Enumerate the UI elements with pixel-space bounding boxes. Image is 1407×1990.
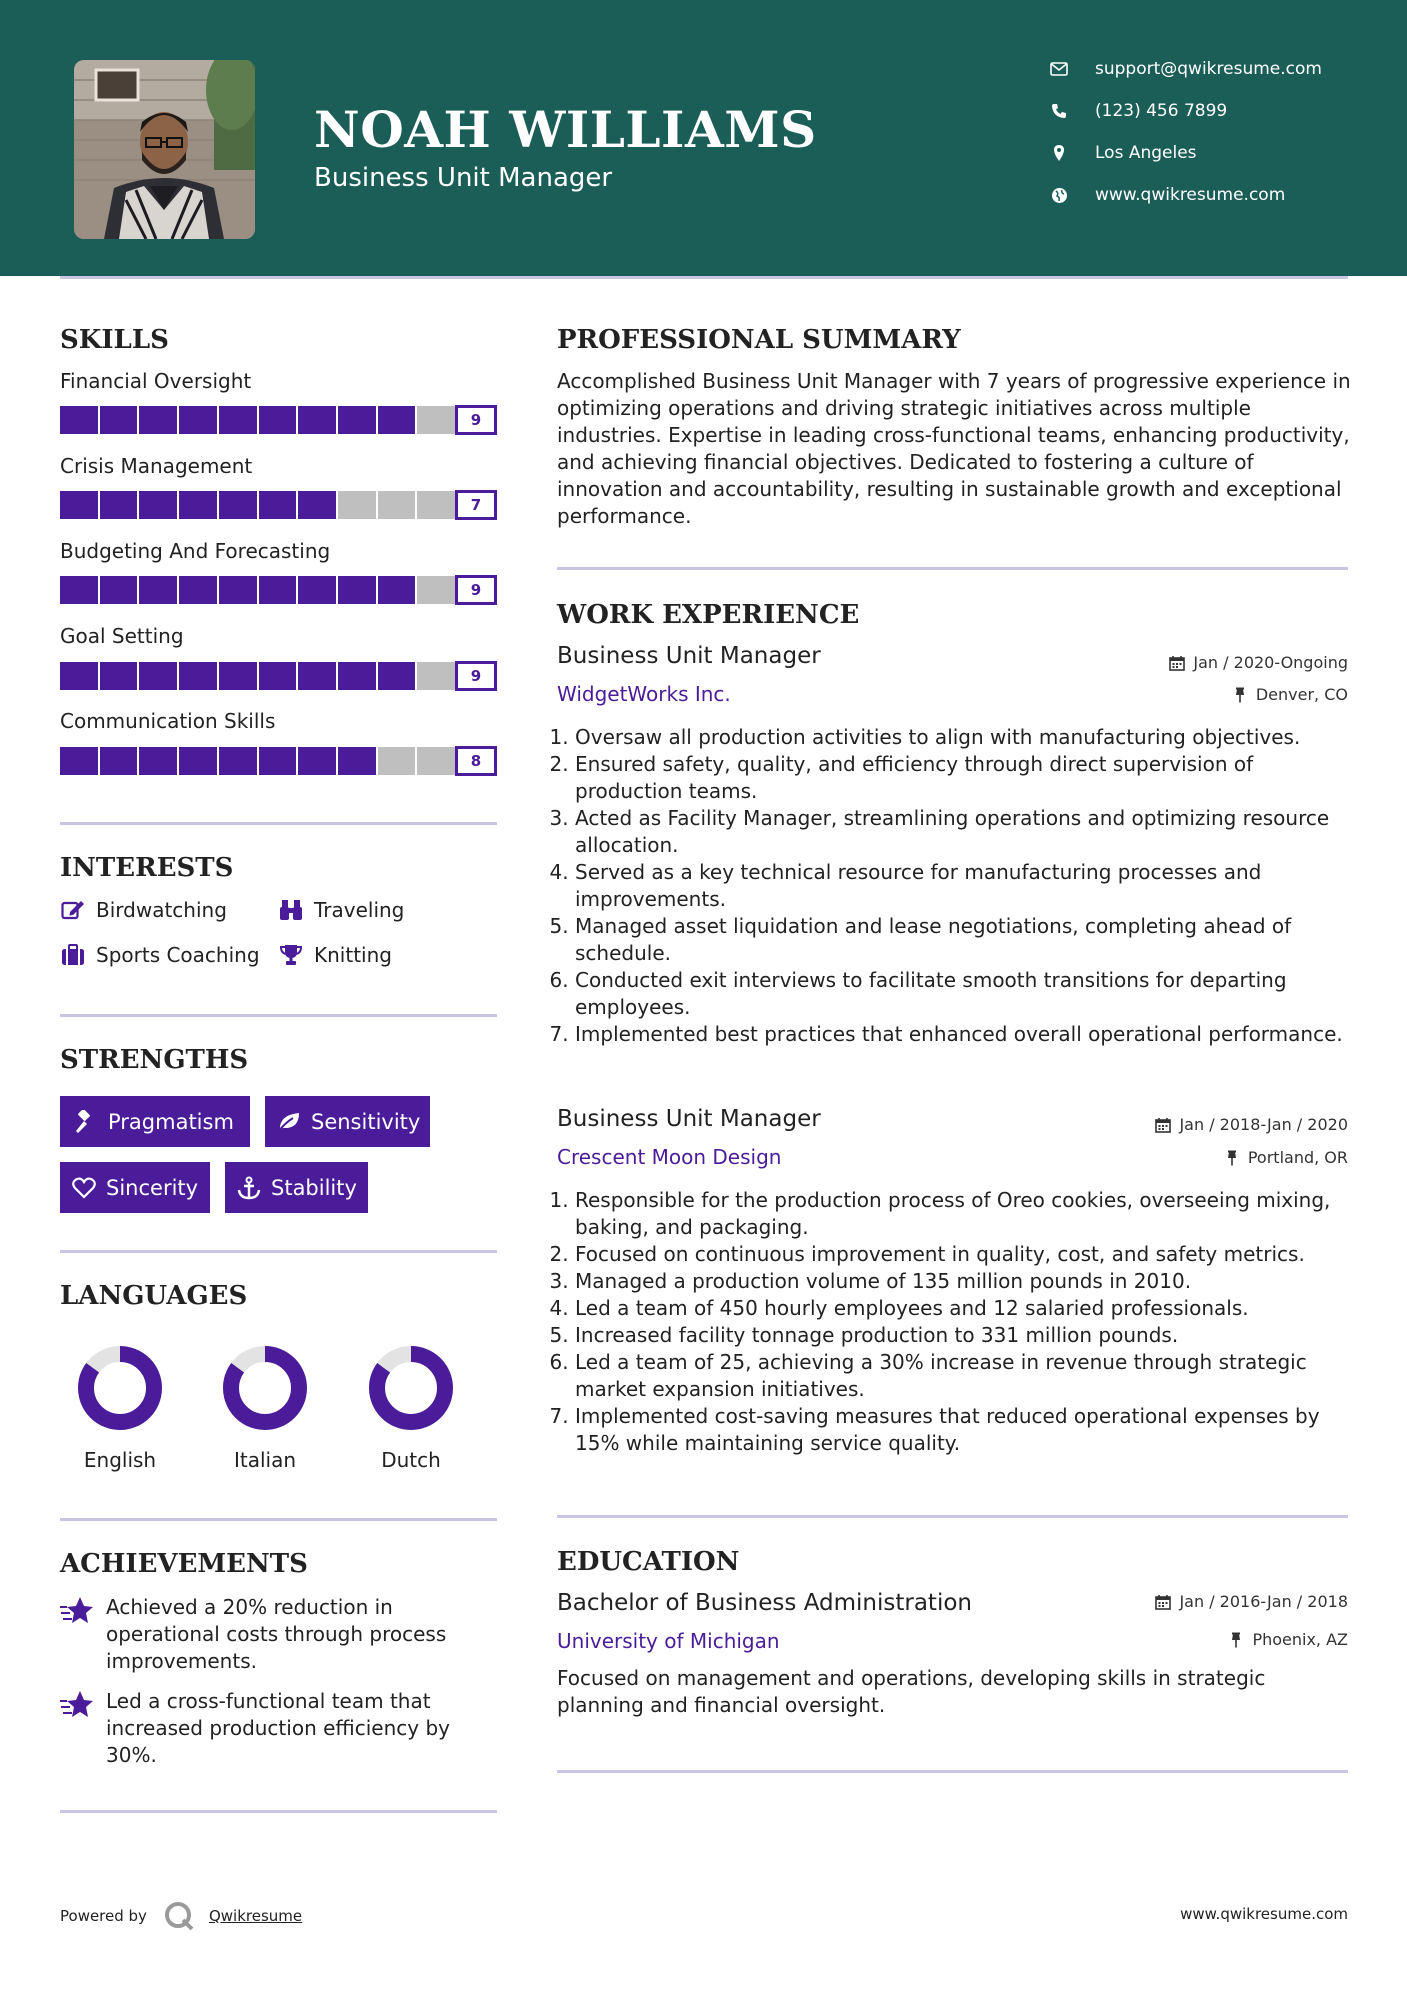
strength-label: Stability — [271, 1175, 357, 1200]
interest-item — [60, 897, 227, 923]
skill-bar-segment — [298, 491, 336, 519]
interest-label: Birdwatching — [96, 898, 227, 922]
language-donut — [356, 1340, 466, 1440]
achievements-title: ACHIEVEMENTS — [60, 1549, 308, 1579]
envelope-icon — [1049, 59, 1069, 79]
skill-bar-segment — [139, 747, 177, 775]
skill-bar-segment — [378, 747, 416, 775]
education-description: Focused on management and operations, developing skills in strategic planning and financial oversight. — [557, 1666, 1266, 1717]
profile-photo — [74, 60, 255, 239]
duty-item: 6. Conducted exit interviews to facilitate smooth transitions for departing employees. — [575, 967, 1365, 1021]
qwikresume-logo-icon — [163, 1900, 195, 1932]
job-location-text: Portland, OR — [1247, 1148, 1348, 1167]
contact-website[interactable] — [1049, 180, 1389, 210]
languages-title: LANGUAGES — [60, 1281, 248, 1311]
powered-by-text: Powered by — [60, 1907, 147, 1925]
achievement-text: Led a cross-functional team that increased production efficiency by 30%. — [106, 1689, 450, 1767]
interest-label: Sports Coaching — [96, 943, 260, 967]
education-degree: Bachelor of Business Administration — [557, 1590, 972, 1616]
strength-label: Pragmatism — [108, 1109, 234, 1134]
skill-bar-segment — [100, 576, 138, 604]
phone-icon — [1049, 101, 1069, 121]
skill-bar-segment — [259, 491, 297, 519]
skill-bar-segment — [417, 491, 455, 519]
leaf-icon — [277, 1109, 301, 1135]
skill-bar — [60, 661, 497, 691]
skill-bar-segment — [139, 662, 177, 690]
education-dates — [1154, 1592, 1348, 1611]
job-company: Crescent Moon Design — [557, 1145, 782, 1169]
skill-bar-track — [60, 662, 455, 690]
skill-bar-segment — [60, 662, 98, 690]
job-dates — [1154, 1115, 1348, 1134]
skill-bar-segment — [259, 747, 297, 775]
skill-bar-segment — [139, 491, 177, 519]
skill-label: Budgeting And Forecasting — [60, 539, 331, 563]
job-duties — [575, 1187, 1365, 1457]
job-dates-text: Jan / 2018-Jan / 2020 — [1179, 1115, 1348, 1134]
skill-bar-segment — [338, 662, 376, 690]
contact-location-text: Los Angeles — [1095, 143, 1197, 163]
skill-bar-segment — [219, 747, 257, 775]
anchor-icon — [237, 1175, 261, 1201]
skill-bar-segment — [179, 662, 217, 690]
summary-text: Accomplished Business Unit Manager with 7 years of progressive experience in optimizing operations and driving strategic initiatives across multiple industries. Expertise in leading cross-functional teams, enhancing productivity, and achieving financial objectives. Dedicated to fostering a culture of innovation and accountability, resulting in sustainable growth and exceptional performance. — [557, 369, 1351, 528]
duty-item: 4. Served as a key technical resource for manufacturing processes and improvements. — [575, 859, 1365, 913]
skill-bar-track — [60, 491, 455, 519]
job-location — [1231, 685, 1348, 704]
education-divider — [557, 1770, 1348, 1773]
skill-label: Communication Skills — [60, 709, 276, 733]
duty-item: 5. Managed asset liquidation and lease negotiations, completing ahead of schedule. — [575, 913, 1365, 967]
skill-bar — [60, 746, 497, 776]
summary-title: PROFESSIONAL SUMMARY — [557, 325, 961, 355]
skill-bar — [60, 575, 497, 605]
strength-label: Sincerity — [106, 1175, 199, 1200]
duty-item: 1. Responsible for the production process of Oreo cookies, overseeing mixing, baking, and packaging. — [575, 1187, 1365, 1241]
pushpin-icon — [1227, 1631, 1245, 1649]
contact-phone-text: (123) 456 7899 — [1095, 101, 1228, 121]
interest-item — [60, 942, 260, 968]
job-location-text: Denver, CO — [1255, 685, 1348, 704]
brand-link[interactable]: Qwikresume — [208, 1907, 303, 1925]
contact-website-text: www.qwikresume.com — [1095, 185, 1286, 205]
achievement-item — [60, 1688, 500, 1769]
language-label: English — [83, 1448, 157, 1472]
strength-label: Sensitivity — [311, 1109, 421, 1134]
skill-bar-segment — [100, 491, 138, 519]
skill-bar-segment — [60, 491, 98, 519]
job-duties — [575, 724, 1365, 1048]
interests-title: INTERESTS — [60, 853, 234, 883]
interests-divider — [60, 1014, 497, 1017]
strength-tag — [225, 1162, 368, 1213]
skill-bar-track — [60, 747, 455, 775]
skill-bar-segment — [179, 747, 217, 775]
skill-bar-segment — [219, 491, 257, 519]
languages-divider — [60, 1518, 497, 1521]
job-dates-text: Jan / 2020-Ongoing — [1193, 653, 1348, 672]
education-title: EDUCATION — [557, 1547, 740, 1577]
skill-bar-segment — [378, 491, 416, 519]
skill-bar-segment — [298, 662, 336, 690]
trophy-icon — [278, 942, 304, 968]
skill-bar-segment — [100, 747, 138, 775]
language-donut — [210, 1340, 320, 1440]
duty-item: 7. Implemented cost-saving measures that reduced operational expenses by 15% while maintaining service quality. — [575, 1403, 1365, 1457]
language-donut — [65, 1340, 175, 1440]
experience-divider — [557, 1515, 1348, 1518]
candidate-role: Business Unit Manager — [314, 163, 613, 193]
skill-bar-segment — [338, 491, 376, 519]
star-icon — [60, 1596, 94, 1626]
skill-bar-segment — [417, 406, 455, 434]
skill-bar-segment — [338, 576, 376, 604]
duty-item: 5. Increased facility tonnage production to 331 million pounds. — [575, 1322, 1365, 1349]
job-dates — [1168, 653, 1348, 672]
contact-email-text: support@qwikresume.com — [1095, 59, 1322, 79]
interest-item — [278, 942, 392, 968]
skill-bar-segment — [259, 662, 297, 690]
globe-icon — [1049, 185, 1069, 205]
skill-bar-segment — [417, 747, 455, 775]
interest-label: Knitting — [314, 943, 392, 967]
skill-bar-segment — [378, 406, 416, 434]
skill-bar-segment — [259, 576, 297, 604]
duty-item: 4. Led a team of 450 hourly employees and 12 salaried professionals. — [575, 1295, 1365, 1322]
education-school: University of Michigan — [557, 1629, 780, 1653]
skill-bar-segment — [219, 576, 257, 604]
skill-bar-segment — [179, 576, 217, 604]
duty-item: 1. Oversaw all production activities to align with manufacturing objectives. — [575, 724, 1365, 751]
achievement-item — [60, 1594, 500, 1675]
skill-bar-segment — [179, 491, 217, 519]
skill-score: 7 — [455, 490, 497, 520]
skill-bar-segment — [60, 576, 98, 604]
pushpin-icon — [1231, 686, 1249, 704]
skill-bar-segment — [298, 747, 336, 775]
calendar-icon — [1168, 654, 1186, 672]
strength-tag — [265, 1096, 430, 1147]
interest-label: Traveling — [314, 898, 405, 922]
skill-bar-segment — [219, 662, 257, 690]
duty-item: 2. Ensured safety, quality, and efficiency through direct supervision of production teams. — [575, 751, 1365, 805]
duty-item: 3. Acted as Facility Manager, streamlining operations and optimizing resource allocation. — [575, 805, 1365, 859]
pushpin-icon — [1223, 1149, 1241, 1167]
skill-bar-segment — [139, 406, 177, 434]
skill-bar-segment — [100, 662, 138, 690]
contact-email[interactable] — [1049, 54, 1389, 84]
map-marker-icon — [1049, 143, 1069, 163]
strengths-title: STRENGTHS — [60, 1045, 249, 1075]
job-company: WidgetWorks Inc. — [557, 682, 731, 706]
skill-bar-segment — [60, 406, 98, 434]
footer-powered-by — [60, 1900, 302, 1932]
skill-bar-segment — [259, 406, 297, 434]
star-icon — [60, 1690, 94, 1720]
skill-bar-segment — [179, 406, 217, 434]
skill-score: 8 — [455, 746, 497, 776]
language-label: Italian — [233, 1448, 297, 1472]
skills-title: SKILLS — [60, 325, 169, 355]
contact-location — [1049, 138, 1389, 168]
calendar-icon — [1154, 1116, 1172, 1134]
skill-bar-segment — [298, 576, 336, 604]
skill-bar-segment — [338, 406, 376, 434]
footer-website[interactable]: www.qwikresume.com — [1180, 1905, 1348, 1923]
skills-divider — [60, 822, 497, 825]
duty-item: 3. Managed a production volume of 135 million pounds in 2010. — [575, 1268, 1365, 1295]
education-dates-text: Jan / 2016-Jan / 2018 — [1179, 1592, 1348, 1611]
achievement-text: Achieved a 20% reduction in operational costs through process improvements. — [106, 1595, 447, 1673]
skill-bar-segment — [60, 747, 98, 775]
skill-label: Crisis Management — [60, 454, 253, 478]
skill-bar-segment — [219, 406, 257, 434]
skill-bar-segment — [338, 747, 376, 775]
skill-bar-segment — [378, 662, 416, 690]
duty-item: 6. Led a team of 25, achieving a 30% increase in revenue through strategic market expansion initiatives. — [575, 1349, 1365, 1403]
skill-label: Financial Oversight — [60, 369, 252, 393]
gavel-icon — [72, 1109, 98, 1135]
duty-item: 2. Focused on continuous improvement in quality, cost, and safety metrics. — [575, 1241, 1365, 1268]
strengths-divider — [60, 1250, 497, 1253]
skill-bar — [60, 490, 497, 520]
skill-label: Goal Setting — [60, 624, 184, 648]
candidate-name: NOAH WILLIAMS — [314, 100, 817, 159]
summary-divider — [557, 567, 1348, 570]
duty-item: 7. Implemented best practices that enhanced overall operational performance. — [575, 1021, 1365, 1048]
skill-bar-track — [60, 406, 455, 434]
briefcase-icon — [60, 942, 86, 968]
skill-bar-segment — [298, 406, 336, 434]
skill-bar-segment — [378, 576, 416, 604]
calendar-icon — [1154, 1593, 1172, 1611]
header-divider — [60, 276, 1348, 279]
job-title: Business Unit Manager — [557, 1106, 821, 1132]
skill-score: 9 — [455, 575, 497, 605]
skill-bar-track — [60, 576, 455, 604]
skill-bar-segment — [417, 662, 455, 690]
skill-bar-segment — [100, 406, 138, 434]
experience-title: WORK EXPERIENCE — [557, 600, 860, 630]
strength-tag — [60, 1162, 210, 1213]
language-label: Dutch — [381, 1448, 441, 1472]
contact-phone[interactable] — [1049, 96, 1389, 126]
heart-icon — [72, 1175, 96, 1201]
job-location — [1223, 1148, 1348, 1167]
binoculars-icon — [278, 897, 304, 923]
skill-bar-segment — [139, 576, 177, 604]
interest-item — [278, 897, 404, 923]
skill-score: 9 — [455, 405, 497, 435]
resume-header — [0, 0, 1407, 276]
skill-bar-segment — [417, 576, 455, 604]
skill-bar — [60, 405, 497, 435]
skill-score: 9 — [455, 661, 497, 691]
education-location-text: Phoenix, AZ — [1252, 1630, 1348, 1649]
achievements-divider — [60, 1810, 497, 1813]
pencil-square-icon — [60, 897, 86, 923]
strength-tag — [60, 1096, 250, 1147]
education-location — [1227, 1630, 1348, 1649]
job-title: Business Unit Manager — [557, 643, 821, 669]
